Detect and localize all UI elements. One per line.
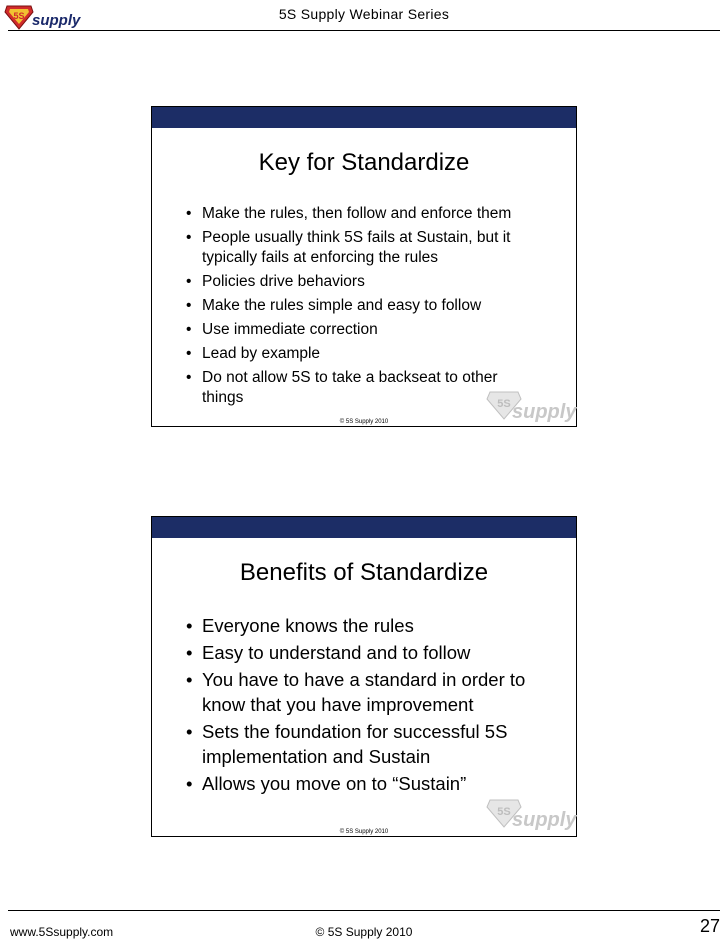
bullet-item: • People usually think 5S fails at Sustain, but it typically fails at enforcing the rules [182, 228, 542, 268]
bullet-item: • Easy to understand and to follow [182, 640, 542, 665]
bullet-item: • Allows you move on to “Sustain” [182, 771, 542, 796]
logo-number: 5S [13, 11, 25, 21]
slide-copyright: © 5S Supply 2010 [339, 829, 389, 835]
bullet-item: • Lead by example [182, 344, 542, 364]
slide-title-bar [152, 517, 576, 538]
bullet-item: • Use immediate correction [182, 320, 542, 340]
bullet-item: • Make the rules simple and easy to follow [182, 296, 542, 316]
footer-website: www.5Ssupply.com [10, 925, 114, 939]
slide-title: Key for Standardize [258, 149, 470, 176]
bullet-item: • Sets the foundation for successful 5S implementation and Sustain [182, 719, 542, 769]
slide-benefits-of-standardize [151, 516, 577, 837]
bullet-list [182, 613, 542, 798]
slide-title: Benefits of Standardize [239, 559, 489, 586]
footer-divider [8, 910, 720, 911]
watermark-word: supply [512, 809, 577, 831]
watermark-logo [486, 797, 577, 833]
bullet-item: • You have to have a standard in order to know that you have improvement [182, 667, 542, 717]
bullet-item: • Do not allow 5S to take a backseat to other things [182, 368, 542, 408]
slide-copyright: © 5S Supply 2010 [339, 419, 389, 425]
bullet-item: • Make the rules, then follow and enforce them [182, 204, 542, 224]
bullet-item: • Policies drive behaviors [182, 272, 542, 292]
logo-word: supply [32, 12, 81, 29]
slide-key-for-standardize [151, 106, 577, 427]
slide-title-bar [152, 107, 576, 128]
watermark-word: supply [512, 401, 577, 423]
svg-text:5S: 5S [497, 398, 511, 410]
document-header-title: 5S Supply Webinar Series [278, 6, 450, 22]
header-divider [8, 30, 720, 31]
footer-copyright: © 5S Supply 2010 [315, 925, 413, 939]
bullet-item: • Everyone knows the rules [182, 613, 542, 638]
svg-text:5S: 5S [497, 806, 511, 818]
page-number: 27 [699, 916, 720, 936]
bullet-list [182, 204, 542, 412]
